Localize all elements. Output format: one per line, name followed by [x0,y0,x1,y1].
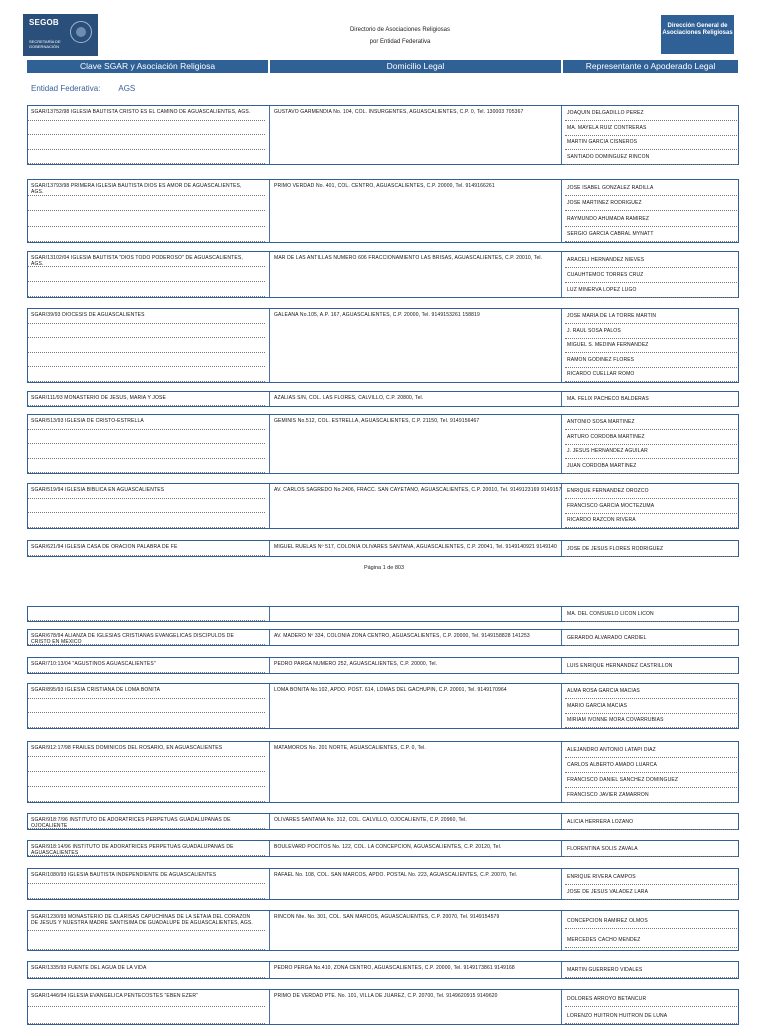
representante-name: RICARDO RAZCON RIVERA [565,513,737,528]
representante-name: RICARDO CUELLAR ROMO [565,367,737,382]
representante-name: JOSE DE JESUS VALADEZ LARA [565,885,737,900]
record-rule-line [28,512,265,513]
record-rule-line [28,352,265,353]
record-rule-line [28,296,265,297]
column-divider [269,607,270,621]
representante-name: RAYMUNDO AHUMADA RAMIREZ [565,212,737,227]
record-rule-line [28,337,265,338]
record-rule-line [28,281,265,282]
representante-name: MA. DEL CONSUELO LICON LICON [565,607,737,622]
column-divider [269,392,270,406]
record-rule-line [28,1006,265,1007]
association-id: SGAR/912:17/98 FRAILES DOMINICOS DEL ROSARIO, EN AGUASCALIENTES [31,745,223,751]
record-row [27,989,739,1025]
representante-name: MARTIN GUERRERO VIDALES [565,963,737,978]
association-id: SGAR/111/93 MONASTERIO DE JESUS, MARIA Y JOSE [31,395,167,401]
record-rule-line [28,555,265,556]
record-row [27,741,739,803]
representante-name: JOSE ISABEL GONZALEZ RADILLA [565,181,737,196]
representante-name: SERGIO GARCIA CABRAL MYNATT [565,227,737,242]
representante-name: J. RAUL SOSA PALOS [565,324,737,339]
page-number: Página 1 de 803 [363,565,405,571]
representante-name: ENRIQUE RIVERA CAMPOS [565,870,737,885]
logo-brand: SEGOB [29,18,59,27]
column-divider [269,990,270,1024]
representante-name: CONCEPCION RAMIREZ OLMOS [565,914,737,929]
record-rule-line [28,756,265,757]
representante-name: ENRIQUE FERNANDEZ OROZCO [565,484,737,499]
representante-name: MIGUEL S. MEDINA FERNANDEZ [565,338,737,353]
representante-name: JOSE MARTINEZ RODRIGUEZ [565,196,737,211]
domicilio-legal: AV. CARLOS SAGREDO No.2406, FRACC. SAN CAYETANO, AGUASCALIENTES, C.P. 20010, Tel. 9149123169 9149157 [274,487,562,493]
column-header-domicilio: Domicilio Legal [270,60,561,73]
record-rule-line [28,949,265,950]
record-rule-line [28,429,265,430]
column-divider [269,180,270,242]
domicilio-legal: AV. MADERO Nº 334, COLONIA ZONA CENTRO, AGUASCALIENTES, C.P. 20000, Tel. 9149158828 141253 [274,633,530,639]
representante-name: ALICIA HERRERA LOZANO [565,815,737,830]
title-line-1: Directorio de Asociaciones Religiosas [349,27,451,33]
column-divider [269,252,270,297]
column-divider [269,911,270,950]
representante-name: ALEJANDRO ANTONIO LATAPI DIAZ [565,743,737,758]
record-row [27,868,739,900]
association-id: SGAR/13793/98 PRIMERA IGLESIA BAUTISTA DIOS ES AMOR DE AGUASCALIENTES, AGS. [31,183,242,195]
record-rule-line [28,977,265,978]
document-title [290,24,510,48]
association-id: SGAR/1230/93 MONASTERIO DE CLARISAS CAPUCHINAS DE LA SETAIA DEL CORAZON DE JESUS Y NUESTRA MADRE SANTISIMA DE GUADALUPE DE AGUASCALIENTES, AGS. [31,914,253,926]
record-row [27,629,739,646]
representante-name: ALMA ROSA GARCIA MACIAS [565,684,737,699]
representante-name: FRANCISCO JAVIER ZAMARRON [565,788,737,803]
record-row [27,910,739,951]
association-id: SGAR/1335/93 FUENTE DEL AGUA DE LA VIDA [31,965,147,971]
logo-subtitle: SECRETARÍA DE GOBERNACIÓN [29,39,61,49]
record-rule-line [28,898,265,899]
representante-name: JOSE MARIA DE LA TORRE MARTIN [565,309,737,324]
entidad-federativa [31,84,135,93]
record-row [27,391,739,407]
representante-name: MARIO GARCIA MACIAS [565,699,737,714]
record-rule-line [28,210,265,211]
representante-name: CARLOS ALBERTO AMADO LUARCA [565,758,737,773]
domicilio-legal: RINCON Nte. No. 301, COL. SAN MARCOS, AGUASCALIENTES, C.P. 20070, Tel. 9149154579 [274,914,500,920]
domicilio-legal: GUSTAVO GARMENDIA No. 104, COL. INSURGENTES, AGUASCALIENTES, C.P. 0, Tel. 130003 705367 [274,109,524,115]
representante-name: JOSE DE JESUS FLORES RODRIGUEZ [565,542,737,557]
column-divider [269,630,270,645]
record-rule-line [28,458,265,459]
domicilio-legal: GALEANA No.105, A.P. 167, AGUASCALIENTES, C.P. 20000, Tel. 9149153261 158819 [274,312,480,318]
record-row [27,414,739,474]
record-rule-line [28,443,265,444]
record-row [27,308,739,383]
record-row [27,961,739,979]
record-rule-line [28,366,265,367]
column-divider [269,869,270,899]
dgar-badge: Dirección General de Asociaciones Religiosas [661,15,734,54]
record-row [27,683,739,729]
representante-name: RAMON GODINEZ FLORES [565,353,737,368]
association-id: SGAR/513/93 IGLESIA DE CRISTO-ESTRELLA [31,418,144,424]
record-rule-line [28,472,265,473]
record-rule-line [28,226,265,227]
record-rule-line [28,771,265,772]
record-rule-line [28,120,265,121]
record-rule-line [28,241,265,242]
domicilio-legal: LOMA BONITA No.102, APDO. POST. 614, LOMAS DEL GACHUPIN, C.P. 20001, Tel. 9149170964 [274,687,507,693]
domicilio-legal: GEMINIS No.512, COL. ESTRELLA, AGUASCALIENTES, C.P. 21150, Tel. 9149156467 [274,418,480,424]
national-seal-icon [70,21,92,43]
record-rule-line [28,149,265,150]
representante-name: LUIS ENRIQUE HERNANDEZ CASTRILLON [565,659,737,674]
representante-name: ANTONIO SOSA MARTINEZ [565,415,737,430]
association-id: SGAR/710:13/04 "AGUSTINOS AGUASCALIENTES" [31,661,156,667]
representante-name: MA. FELIX PACHECO BALDERAS [565,392,737,407]
representante-name: FLORENTINA SOLIS ZAVALA [565,842,737,857]
record-row [27,840,739,857]
domicilio-legal: MIGUEL RUELAS Nº 517, COLONIA OLIVARES SANTANA, AGUASCALIENTES, C.P. 20041, Tel. 9149140921 9149140 [274,544,557,550]
domicilio-legal: PEDRO PARGA NUMERO 252, AGUASCALIENTES, C.P. 20000, Tel. [274,661,438,667]
representante-name: SANTIADO DOMINGUEZ RINCON [565,150,737,165]
representante-name: ARACELI HERNANDEZ NIEVES [565,253,737,268]
column-header-representante: Representante o Apoderado Legal [563,60,738,73]
domicilio-legal: MATAMOROS No. 201 NORTE, AGUASCALIENTES, C.P. 0, Tel. [274,745,426,751]
association-id: SGAR/1080/93 IGLESIA BAUTISTA INDEPENDIENTE DE AGUASCALIENTES [31,872,217,878]
representante-name: J. JESUS HERNANDEZ AGUILAR [565,444,737,459]
record-row [27,105,739,165]
association-id: SGAR/519/94 IGLESIA BIBLICA EN AGUASCALIENTES [31,487,165,493]
record-row [27,657,739,674]
column-divider [269,541,270,556]
column-divider [561,607,562,621]
column-divider [269,658,270,673]
association-id: SGAR/39/93 DIOCESIS DE AGUASCALIENTES [31,312,145,318]
representante-name: MA. MAYELA RUIZ CONTRERAS [565,121,737,136]
association-id: SGAR/1446/94 IGLESIA EVANGELICA PENTECOSTES "EBEN EZER" [31,993,199,999]
record-row [27,179,739,243]
column-divider [561,742,562,802]
representante-name: CUAUHTEMOC TORRES CRUZ [565,268,737,283]
record-rule-line [28,786,265,787]
representante-name: FRANCISCO GARCIA MOCTEZUMA [565,499,737,514]
column-divider [269,814,270,829]
domicilio-legal: AZALIAS S/N, COL. LAS FLORES, CALVILLO, C.P. 20800, Tel. [274,395,424,401]
record-rule-line [28,883,265,884]
record-rule-line [28,323,265,324]
column-divider [269,684,270,728]
record-rule-line [28,498,265,499]
representante-name: FRANCISCO DANIEL SANCHEZ DOMINGUEZ [565,773,737,788]
domicilio-legal: RAFAEL No. 108, COL. SAN MARCOS, APDO. POSTAL No. 223, AGUASCALIENTES, C.P. 20070, Tel. [274,872,518,878]
record-row [27,483,739,529]
record-row [27,606,739,622]
segob-logo [23,14,98,56]
record-row [27,251,739,298]
column-divider [561,309,562,382]
record-rule-line [28,727,265,728]
record-rule-line [28,405,265,406]
column-divider [269,742,270,802]
association-id: SGAR/621/94 IGLESIA CASA DE ORACION PALABRA DE FE [31,544,178,550]
record-rule-line [28,698,265,699]
association-id: SGAR/13752/98 IGLESIA BAUTISTA CRISTO ES EL CAMINO DE AGUASCALIENTES, AGS. [31,109,251,115]
domicilio-legal: PEDRO PERGA No.410, ZONA CENTRO, AGUASCALIENTES, C.P. 20000, Tel. 9149173861 9149168 [274,965,515,971]
representante-name: GERARDO ALVARADO CARDIEL [565,631,737,646]
entidad-value: AGS [118,84,136,93]
domicilio-legal: OLIVARES SANTANA No. 312, COL. CALVILLO, OJOCALIENTE, C.P. 20960, Tel. [274,817,467,823]
representante-name: MARTIN GARCIA CISNEROS [565,135,737,150]
column-divider [561,180,562,242]
representante-name: ARTURO CORDOBA MARTINEZ [565,430,737,445]
association-id: SGAR/13102/04 IGLESIA BAUTISTA "DIOS TODO PODEROSO" DE AGUASCALIENTES, AGS. [31,255,243,267]
representante-name: LUZ MINERVA LOPEZ LUGO [565,283,737,298]
domicilio-legal: PRIMO DE VERDAD PTE. No. 101, VILLA DE JUAREZ, C.P. 20700, Tel. 9149620915 9149620 [274,993,498,999]
record-row [27,813,739,830]
record-rule-line [28,712,265,713]
representante-name: MERCEDES CACHO MENDEZ [565,933,737,948]
association-id: SGAR/918:7/96 INSTITUTO DE ADORATRICES PERPETUAS GUADALUPANAS DE OJOCALIENTE [31,817,231,829]
record-rule-line [28,930,265,931]
column-divider [269,962,270,978]
column-divider [269,309,270,382]
record-rule-line [28,163,265,164]
title-line-2: por Entidad Federativa [369,39,431,45]
column-divider [269,415,270,473]
domicilio-legal: MAR DE LAS ANTILLAS NUMERO 606 FRACCIONAMIENTO LAS BRISAS, AGUASCALIENTES, C.P. 20010, Tel. [274,255,543,261]
representante-name: MIRIAM IVONNE MORA COVARRUBIAS [565,713,737,728]
representante-name: JOAQUIN DELGADILLO PEREZ [565,106,737,121]
record-rule-line [28,527,265,528]
association-id: SGAR/918:14/96 INSTITUTO DE ADORATRICES PERPETUAS GUADALUPANAS DE AGUASCALIENTES [31,844,234,856]
record-row [27,540,739,557]
representante-name: DOLORES ARROYO BETANCUR [565,992,737,1007]
association-id: SGAR/678/94 ALIANZA DE IGLESIAS CRISTIANAS EVANGELICAS DISCIPULOS DE CRISTO EN MEXICO [31,633,234,645]
record-rule-line [28,381,265,382]
domicilio-legal: PRIMO VERDAD No. 401, COL. CENTRO, AGUASCALIENTES, C.P. 20000, Tel. 9149166261 [274,183,495,189]
record-rule-line [28,134,265,135]
record-rule-line [28,672,265,673]
association-id: SGAR/895/93 IGLESIA CRISTIANA DE LOMA BONITA [31,687,161,693]
column-header-clave: Clave SGAR y Asociación Religiosa [27,60,268,73]
column-divider [269,484,270,528]
column-divider [269,841,270,856]
record-rule-line [28,801,265,802]
entidad-label: Entidad Federativa: [31,84,101,93]
representante-name: LORENZO HUITRON HUITRON DE LUNA [565,1009,737,1024]
representante-name: JUAN CORDOBA MARTINEZ [565,459,737,474]
record-rule-line [28,620,265,621]
column-divider [269,106,270,164]
domicilio-legal: BOULEVARD POCITOS No. 122, COL. LA CONCEPCION, AGUASCALIENTES, C.P. 20120, Tel. [274,844,502,850]
